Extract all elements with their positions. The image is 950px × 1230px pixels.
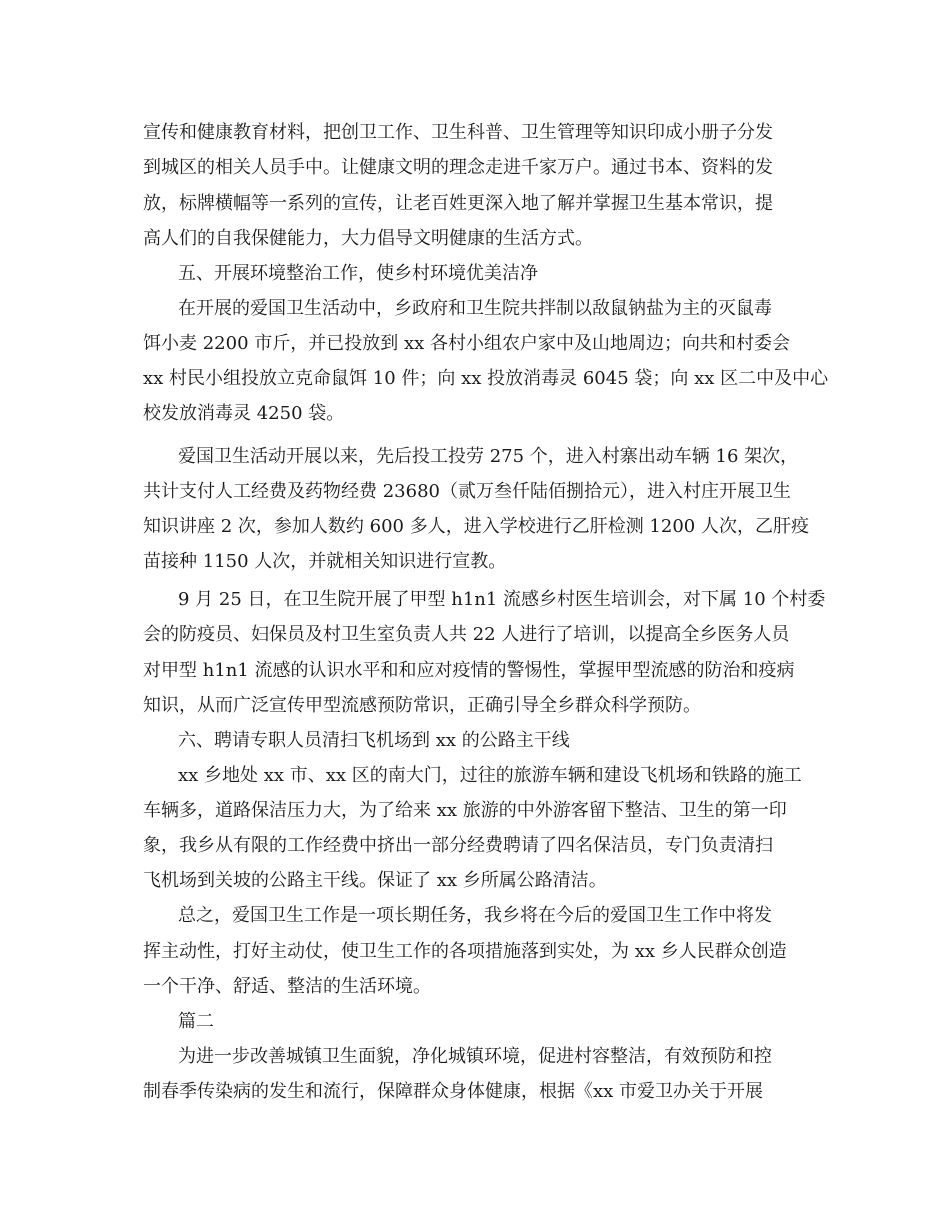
paragraph-line: 挥主动性，打好主动仗，使卫生工作的各项措施落到实处，为 xx 乡人民群众创造 <box>143 941 787 962</box>
paragraph-line: 总之，爱国卫生工作是一项长期任务，我乡将在今后的爱国卫生工作中将发 <box>178 905 772 926</box>
paragraph-line: 放，标牌横幅等一系列的宣传，让老百姓更深入地了解并掌握卫生基本常识，提 <box>143 193 773 214</box>
paragraph-line: 在开展的爱国卫生活动中，乡政府和卫生院共拌制以敌鼠钠盐为主的灭鼠毒 <box>178 298 772 319</box>
paragraph-line: 到城区的相关人员手中。让健康文明的理念走进千家万户。通过书本、资料的发 <box>143 157 773 178</box>
paragraph-line: 共计支付人工经费及药物经费 23680（贰万叁仟陆佰捌拾元），进入村庄开展卫生 <box>143 481 791 502</box>
paragraph-line: 飞机场到关坡的公路主干线。保证了 xx 乡所属公路清洁。 <box>143 870 607 891</box>
paragraph-line: 知识，从而广泛宣传甲型流感预防常识，正确引导全乡群众科学预防。 <box>143 695 701 716</box>
paragraph-line: 知识讲座 2 次，参加人数约 600 多人，进入学校进行乙肝检测 1200 人次，乙肝疫 <box>143 516 809 537</box>
paragraph-line: 对甲型 h1n1 流感的认识水平和和应对疫情的警惕性，掌握甲型流感的防治和疫病 <box>143 660 795 681</box>
paragraph-line: 爱国卫生活动开展以来，先后投工投劳 275 个，进入村寨出动车辆 16 架次， <box>178 446 799 467</box>
paragraph-line: 会的防疫员、妇保员及村卫生室负责人共 22 人进行了培训，以提高全乡医务人员 <box>143 624 790 645</box>
section-heading: 五、开展环境整治工作，使乡村环境优美洁净 <box>178 263 538 284</box>
section-heading: 篇二 <box>178 1011 214 1032</box>
paragraph-line: 校发放消毒灵 4250 袋。 <box>143 403 345 424</box>
paragraph-line: 高人们的自我保健能力，大力倡导文明健康的生活方式。 <box>143 228 593 249</box>
paragraph-line: 制春季传染病的发生和流行，保障群众身体健康，根据《xx 市爱卫办关于开展 <box>143 1081 764 1102</box>
paragraph-line: xx 乡地处 xx 市、xx 区的南大门，过往的旅游车辆和建设飞机场和铁路的施工 <box>178 765 802 786</box>
paragraph-line: 为进一步改善城镇卫生面貌，净化城镇环境，促进村容整洁，有效预防和控 <box>178 1046 772 1067</box>
paragraph-line: 车辆多，道路保洁压力大，为了给来 xx 旅游的中外游客留下整洁、卫生的第一印 <box>143 800 787 821</box>
paragraph-line: 宣传和健康教育材料，把创卫工作、卫生科普、卫生管理等知识印成小册子分发 <box>143 122 773 143</box>
paragraph-line: 9 月 25 日，在卫生院开展了甲型 h1n1 流感乡村医生培训会，对下属 10 个村委 <box>178 589 826 610</box>
section-heading: 六、聘请专职人员清扫飞机场到 xx 的公路主干线 <box>178 730 570 751</box>
paragraph-line: 一个干净、舒适、整洁的生活环境。 <box>143 976 431 997</box>
paragraph-line: 苗接种 1150 人次，并就相关知识进行宣教。 <box>143 551 507 572</box>
paragraph-line: 饵小麦 2200 市斤，并已投放到 xx 各村小组农户家中及山地周边；向共和村委会 <box>143 333 790 354</box>
paragraph-line: xx 村民小组投放立克命鼠饵 10 件；向 xx 投放消毒灵 6045 袋；向 xx 区二中及中心 <box>143 368 829 389</box>
paragraph-line: 象，我乡从有限的工作经费中挤出一部分经费聘请了四名保洁员，专门负责清扫 <box>143 835 773 856</box>
